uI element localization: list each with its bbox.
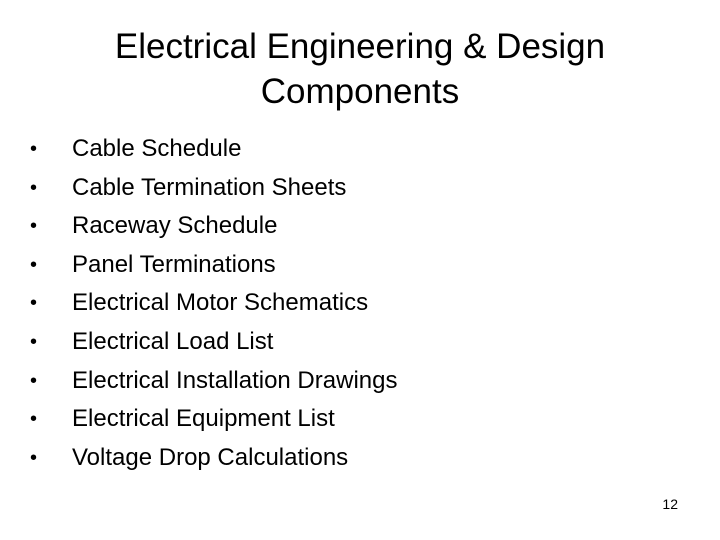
bullet-text: Electrical Equipment List	[72, 405, 335, 433]
bullet-point-icon: •	[30, 330, 38, 353]
bullet-point-icon: •	[30, 369, 38, 392]
bullet-point-icon: •	[30, 253, 38, 276]
bullet-text: Electrical Load List	[72, 327, 274, 355]
bullet-text: Electrical Motor Schematics	[72, 289, 369, 317]
bullet-point-icon: •	[30, 138, 38, 160]
page-number: 12	[662, 496, 678, 512]
bullet-point-icon: •	[30, 408, 38, 431]
bullet-point-icon: •	[30, 176, 38, 199]
bullet-point-icon: •	[30, 292, 38, 315]
bullet-text: Voltage Drop Calculations	[72, 443, 349, 471]
bullet-text: Raceway Schedule	[72, 212, 278, 240]
slide-title-line-2: Components	[260, 72, 460, 111]
bullet-text: Cable Termination Sheets	[72, 173, 347, 201]
slide-title	[60, 24, 660, 114]
bullet-text: Cable Schedule	[72, 135, 242, 162]
bullet-text: Electrical Installation Drawings	[72, 366, 398, 394]
bullet-text: Panel Terminations	[72, 250, 276, 278]
bullet-point-icon: •	[30, 446, 38, 469]
bullet-point-icon: •	[30, 215, 38, 238]
slide-title-line-1: Electrical Engineering & Design	[114, 27, 606, 66]
